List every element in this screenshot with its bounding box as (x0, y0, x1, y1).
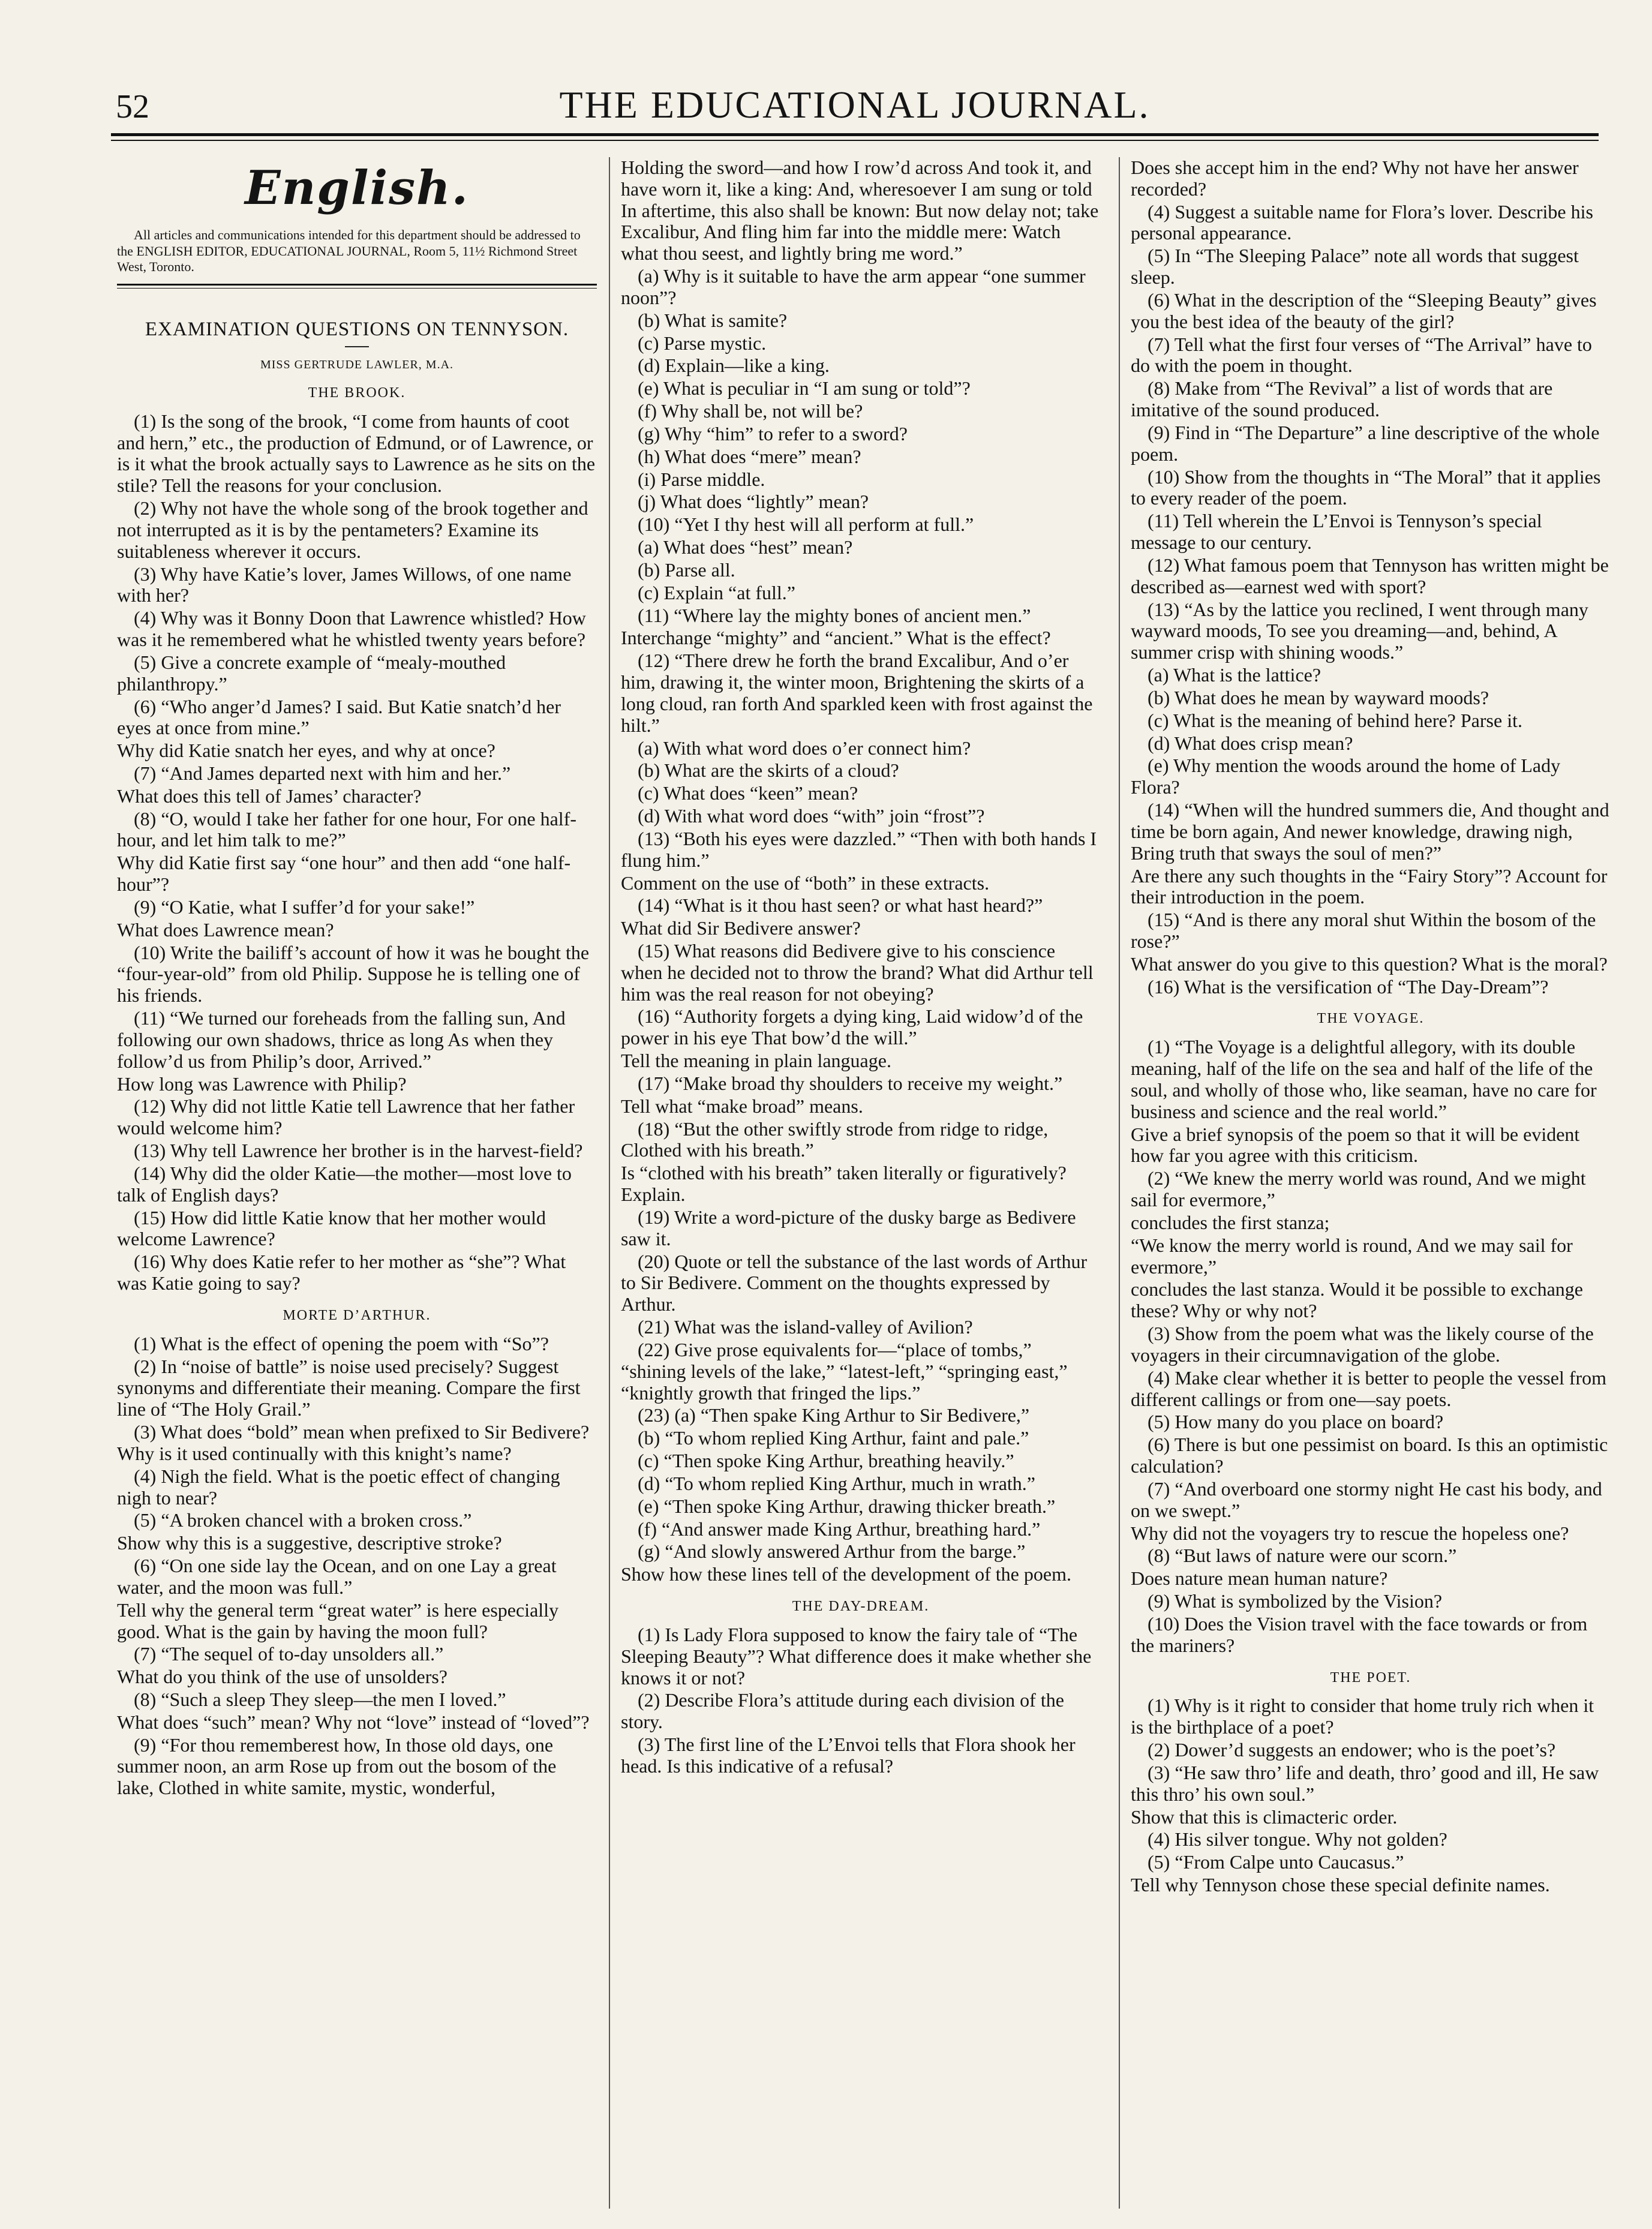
question-paragraph: (3) The first line of the L’Envoi tells that Flora shook her head. Is this indicative of a refusal? (621, 1734, 1076, 1777)
question-paragraph: (6) There is but one pessimist on board. Is this an optimistic calculation? (1131, 1434, 1608, 1477)
author-byline: MISS GERTRUDE LAWLER, M.A. (260, 358, 454, 372)
page-number: 52 (116, 88, 149, 125)
brook-questions (117, 411, 597, 1294)
question-paragraph: (14) “What is it thou hast seen? or what hast heard?” (638, 894, 1043, 917)
question-paragraph: (4) Nigh the field. What is the poetic effect of changing nigh to near? (117, 1465, 560, 1509)
journal-title: THE EDUCATIONAL JOURNAL. (559, 83, 1151, 126)
question-paragraph: Does nature mean human nature? (1131, 1567, 1388, 1590)
question-paragraph: (15) “And is there any moral shut Within the bosom of the rose?” (1131, 909, 1596, 952)
question-paragraph: (9) Find in “The Departure” a line descriptive of the whole poem. (1131, 421, 1600, 465)
question-paragraph: (1) Is the song of the brook, “I come from haunts of coot and hern,” etc., the production of Edmund, or of Lawrence, or is it what the brook actually says to Lawrence as he sits on the stile? Tell the reasons for your conclusion. (117, 410, 596, 497)
subheading-morte-d-arthur: MORTE D’ARTHUR. (283, 1307, 431, 1323)
question-paragraph: (5) Give a concrete example of “mealy-mouthed philanthropy.” (117, 651, 506, 695)
question-paragraph: (13) Why tell Lawrence her brother is in the harvest-field? (134, 1140, 583, 1162)
question-paragraph: (17) “Make broad thy shoulders to receive my weight.” (638, 1072, 1063, 1094)
question-paragraph: (10) Show from the thoughts in “The Moral” that it applies to every reader of the poem. (1131, 465, 1601, 509)
article-heading: EXAMINATION QUESTIONS ON TENNYSON. (145, 318, 569, 340)
question-paragraph: Give a brief synopsis of the poem so that it will be evident how far you agree with this criticism. (1131, 1123, 1580, 1167)
question-paragraph: (5) In “The Sleeping Palace” note all words that suggest sleep. (1131, 245, 1579, 289)
question-paragraph: (2) Dower’d suggests an endower; who is the poet’s? (1148, 1739, 1556, 1761)
question-paragraph: (13) “As by the lattice you reclined, I went through many wayward moods, To see you dreaming—and, behind, A summer crisp with shining woods.” (1131, 598, 1588, 663)
question-paragraph: (4) Make clear whether it is better to people the vessel from different callings or from one—say poets. (1131, 1366, 1607, 1410)
question-paragraph: (b) What is samite? (638, 309, 788, 331)
question-paragraph: Why did Katie snatch her eyes, and why at once? (117, 740, 495, 762)
question-paragraph: (c) Parse mystic. (638, 332, 767, 354)
question-paragraph: Tell why the general term “great water” is here especially good. What is the gain by having the moon full? (117, 1599, 559, 1642)
question-paragraph: (c) “Then spoke King Arthur, breathing heavily.” (638, 1450, 1014, 1472)
question-paragraph: (1) “The Voyage is a delightful allegory, with its double meaning, half of the life on the sea and half of the life of the soul, and wholly of those who, like seaman, have no care for business and science and the real world.” (1131, 1036, 1597, 1122)
question-paragraph: (a) With what word does o’er connect him? (638, 737, 971, 759)
question-paragraph: (3) “He saw thro’ life and death, thro’ good and ill, He saw this thro’ his own soul.” (1131, 1761, 1599, 1805)
subheading-the-day-dream: THE DAY-DREAM. (792, 1599, 930, 1614)
question-paragraph: (4) His silver tongue. Why not golden? (1148, 1828, 1447, 1851)
header-rule-thin (111, 140, 1599, 141)
question-paragraph: (e) What is peculiar in “I am sung or told”? (638, 377, 971, 399)
question-paragraph: (4) Suggest a suitable name for Flora’s lover. Describe his personal appearance. (1131, 200, 1593, 244)
question-paragraph: Is “clothed with his breath” taken literally or figuratively? Explain. (621, 1162, 1067, 1206)
subheading-the-poet: THE POET. (1330, 1669, 1411, 1686)
question-paragraph: (13) “Both his eyes were dazzled.” “Then with both hands I flung him.” (621, 827, 1097, 871)
question-paragraph: What does Lawrence mean? (117, 918, 334, 941)
question-paragraph: (10) Does the Vision travel with the face towards or from the mariners? (1131, 1612, 1588, 1656)
question-paragraph: (b) “To whom replied King Arthur, faint and pale.” (638, 1427, 1029, 1449)
question-paragraph: (9) “O Katie, what I suffer’d for your sake!” (134, 896, 475, 918)
question-paragraph: (11) Tell wherein the L’Envoi is Tennyson’s special message to our century. (1131, 510, 1542, 554)
question-paragraph: (g) Why “him” to refer to a sword? (638, 422, 908, 444)
question-paragraph: (10) “Yet I thy hest will all perform at full.” (638, 513, 974, 536)
question-paragraph: (1) Is Lady Flora supposed to know the fairy tale of “The Sleeping Beauty”? What difference does it make whether she knows it or not? (621, 1623, 1092, 1689)
question-paragraph: (14) Why did the older Katie—the mother—most love to talk of English days? (117, 1162, 572, 1206)
question-paragraph: (i) Parse middle. (638, 468, 765, 490)
question-paragraph: (7) “And overboard one stormy night He cast his body, and on we swept.” (1131, 1477, 1602, 1521)
question-paragraph: (2) In “noise of battle” is noise used precisely? Suggest synonyms and differentiate their meaning. Compare the first line of “The Holy Grail.” (117, 1355, 581, 1420)
question-paragraph: (4) Why was it Bonny Doon that Lawrence whistled? How was it he remembered what he whistled twenty years before? (117, 607, 586, 651)
question-paragraph: Tell what “make broad” means. (621, 1095, 863, 1117)
question-paragraph: (d) With what word does “with” join “frost”? (638, 805, 985, 827)
question-paragraph: (a) Why is it suitable to have the arm appear “one summer noon”? (621, 265, 1086, 308)
question-paragraph: (15) What reasons did Bedivere give to his conscience when he decided not to throw the brand? What did Arthur tell him was the real reason for not obeying? (621, 939, 1094, 1005)
question-paragraph: (22) Give prose equivalents for—“place of tombs,” “shining levels of the lake,” “latest-left,” “springing east,” “knightly growth that fringed the lips.” (621, 1338, 1068, 1404)
question-paragraph: (5) “A broken chancel with a broken cross.” (134, 1509, 472, 1531)
question-paragraph: (9) What is symbolized by the Vision? (1148, 1590, 1443, 1612)
question-paragraph: (b) What does he mean by wayward moods? (1148, 686, 1489, 708)
question-paragraph: (5) How many do you place on board? (1148, 1411, 1444, 1433)
question-paragraph: Holding the sword—and how I row’d across And took it, and have worn it, like a king: And, wheresoever I am sung or told In aftertime, this also shall be known: But now delay not; take Excalibur, And fling him far into the middle mere: Watch what thou seest, and lightly bring me word.” (621, 157, 1099, 265)
question-paragraph: (f) “And answer made King Arthur, breathing hard.” (638, 1518, 1041, 1540)
question-paragraph: (b) What are the skirts of a cloud? (638, 759, 899, 782)
question-paragraph: (c) What does “keen” mean? (638, 782, 858, 804)
question-paragraph: (18) “But the other swiftly strode from ridge to ridge, Clothed with his breath.” (621, 1117, 1049, 1161)
voyage-questions (1131, 1037, 1611, 1656)
question-paragraph: (3) What does “bold” mean when prefixed to Sir Bedivere? Why is it used continually with this knight’s name? (117, 1421, 590, 1464)
daydream-questions (621, 1624, 1101, 1777)
question-paragraph: (1) Why is it right to consider that home truly rich when it is the birthplace of a poet? (1131, 1695, 1594, 1738)
daydream-questions-continued (1131, 157, 1611, 998)
question-paragraph: concludes the last stanza. Would it be possible to exchange these? Why or why not? (1131, 1278, 1583, 1322)
question-paragraph: (23) (a) “Then spake King Arthur to Sir Bedivere,” (638, 1404, 1030, 1426)
question-paragraph: (c) Explain “at full.” (638, 581, 795, 603)
question-paragraph: (e) Why mention the woods around the home of Lady Flora? (1131, 755, 1561, 798)
question-paragraph: (a) What does “hest” mean? (638, 536, 853, 558)
question-paragraph: Comment on the use of “both” in these extracts. (621, 872, 990, 894)
question-paragraph: Are there any such thoughts in the “Fairy Story”? Account for their introduction in the poem. (1131, 864, 1608, 908)
heading-dash (345, 346, 369, 347)
question-paragraph: Show why this is a suggestive, descriptive stroke? (117, 1532, 502, 1554)
question-paragraph: (6) What in the description of the “Sleeping Beauty” gives you the best idea of the beauty of the girl? (1131, 289, 1597, 332)
question-paragraph: (d) Explain—like a king. (638, 355, 830, 377)
question-paragraph: concludes the first stanza; (1131, 1211, 1330, 1233)
question-paragraph: (19) Write a word-picture of the dusky barge as Bedivere saw it. (621, 1206, 1076, 1249)
question-paragraph: (15) How did little Katie know that her mother would welcome Lawrence? (117, 1206, 546, 1250)
question-paragraph: (d) “To whom replied King Arthur, much in wrath.” (638, 1472, 1035, 1494)
question-paragraph: (1) What is the effect of opening the poem with “So”? (134, 1332, 549, 1354)
question-paragraph: Why did not the voyagers try to rescue the hopeless one? (1131, 1522, 1569, 1544)
question-paragraph: (12) What famous poem that Tennyson has written might be described as—earnest wed with sport? (1131, 554, 1609, 597)
poet-questions (1131, 1695, 1611, 1895)
column-divider (609, 157, 610, 2209)
question-paragraph: (20) Quote or tell the substance of the last words of Arthur to Sir Bedivere. Comment on the thoughts expressed by Arthur. (621, 1250, 1088, 1315)
column-3 (1131, 157, 1611, 2209)
question-paragraph: (5) “From Calpe unto Caucasus.” (1148, 1851, 1404, 1873)
subheading-the-voyage: THE VOYAGE. (1317, 1011, 1425, 1027)
question-paragraph: (7) “The sequel of to-day unsolders all.” (134, 1643, 444, 1665)
column-divider (1119, 157, 1120, 2209)
notice-rule (117, 284, 597, 289)
question-paragraph: (c) What is the meaning of behind here? Parse it. (1148, 709, 1522, 731)
question-paragraph: (16) “Authority forgets a dying king, Laid widow’d of the power in his eye That bow’d the will.” (621, 1005, 1083, 1049)
question-paragraph: Why did Katie first say “one hour” and then add “one half-hour”? (117, 852, 571, 896)
question-paragraph: (d) What does crisp mean? (1148, 732, 1353, 754)
question-paragraph: (6) “Who anger’d James? I said. But Katie snatch’d her eyes at once from mine.” (117, 695, 561, 739)
question-paragraph: (7) “And James departed next with him and her.” (134, 762, 511, 784)
question-paragraph: (3) Why have Katie’s lover, James Willows, of one name with her? (117, 563, 572, 606)
question-paragraph: (8) “But laws of nature were our scorn.” (1148, 1545, 1457, 1567)
question-paragraph: (16) Why does Katie refer to her mother as “she”? What was Katie going to say? (117, 1251, 566, 1294)
question-paragraph: (11) “Where lay the mighty bones of ancient men.” (638, 604, 1031, 626)
question-paragraph: (9) “For thou rememberest how, In those old days, one summer noon, an arm Rose up from out the bosom of the lake, Clothed in white samite, mystic, wonderful, (117, 1734, 557, 1799)
question-paragraph: Tell the meaning in plain language. (621, 1050, 891, 1072)
question-paragraph: What answer do you give to this question? What is the moral? (1131, 953, 1608, 975)
question-paragraph: Show how these lines tell of the development of the poem. (621, 1563, 1071, 1585)
question-paragraph: What did Sir Bedivere answer? (621, 917, 861, 939)
question-paragraph: (2) Why not have the whole song of the brook together and not interrupted as it is by the pentameters? Examine its suitableness wherever it occurs. (117, 497, 588, 562)
question-paragraph: (2) “We knew the merry world was round, And we might sail for evermore,” (1131, 1167, 1586, 1211)
question-paragraph: What do you think of the use of unsolders? (117, 1666, 447, 1688)
question-paragraph: What does this tell of James’ character? (117, 785, 422, 807)
question-paragraph: (8) “O, would I take her father for one hour, For one half-hour, and let him talk to me?” (117, 807, 576, 851)
question-paragraph: (12) Why did not little Katie tell Lawrence that her father would welcome him? (117, 1095, 575, 1139)
question-paragraph: What does “such” mean? Why not “love” instead of “loved”? (117, 1711, 590, 1733)
page-header (111, 77, 1599, 132)
question-paragraph: (a) What is the lattice? (1148, 664, 1321, 686)
question-paragraph: (10) Write the bailiff’s account of how it was he bought the “four-year-old” from old Philip. Suppose he is telling one of his friends. (117, 941, 590, 1007)
question-paragraph: (8) “Such a sleep They sleep—the men I loved.” (134, 1689, 506, 1710)
column-1 (117, 157, 597, 2209)
question-paragraph: (7) Tell what the first four verses of “The Arrival” have to do with the poem in thought. (1131, 333, 1592, 377)
question-paragraph: (2) Describe Flora’s attitude during each division of the story. (621, 1689, 1064, 1733)
editor-notice: All articles and communications intended for this department should be addressed to the ENGLISH EDITOR, EDUCATIONAL JOURNAL, Room 5, 11½ Richmond Street West, Toronto. (117, 227, 581, 275)
subheading-the-brook: THE BROOK. (308, 384, 406, 401)
column-2 (621, 157, 1101, 2209)
question-paragraph: (g) “And slowly answered Arthur from the barge.” (638, 1540, 1026, 1563)
question-paragraph: (3) Show from the poem what was the likely course of the voyagers in their circumnavigation of the globe. (1131, 1323, 1594, 1366)
question-paragraph: Show that this is climacteric order. (1131, 1806, 1398, 1828)
question-paragraph: (6) “On one side lay the Ocean, and on one Lay a great water, and the moon was full.” (117, 1555, 557, 1598)
question-paragraph: (16) What is the versification of “The Day-Dream”? (1148, 975, 1549, 998)
question-paragraph: (12) “There drew he forth the brand Excalibur, And o’er him, drawing it, the winter moon, Brightening the skirts of a long cloud, ran forth And sparkled keen with frost against the hilt.” (621, 650, 1093, 736)
question-paragraph: Tell why Tennyson chose these special definite names. (1131, 1874, 1550, 1896)
morte-questions (117, 1333, 597, 1799)
question-paragraph: (h) What does “mere” mean? (638, 445, 861, 467)
question-paragraph: “We know the merry world is round, And we may sail for evermore,” (1131, 1234, 1573, 1278)
question-paragraph: (14) “When will the hundred summers die, And thought and time be born again, And newer knowledge, drawing nigh, Bring truth that sways the soul of men?” (1131, 799, 1609, 864)
question-paragraph: (j) What does “lightly” mean? (638, 491, 869, 513)
section-title: English. (245, 161, 469, 215)
question-paragraph: Does she accept him in the end? Why not have her answer recorded? (1131, 157, 1579, 200)
question-paragraph: (21) What was the island-valley of Avilion? (638, 1316, 973, 1338)
question-paragraph: Interchange “mighty” and “ancient.” What is the effect? (621, 627, 1051, 649)
question-paragraph: How long was Lawrence with Philip? (117, 1073, 407, 1095)
morte-questions-continued (621, 157, 1101, 1585)
header-rule-thick (111, 133, 1599, 136)
question-paragraph: (11) “We turned our foreheads from the falling sun, And following our own shadows, thrice as long As when they follow’d us from Philip’s door, Arrived.” (117, 1007, 566, 1072)
question-paragraph: (e) “Then spoke King Arthur, drawing thicker breath.” (638, 1495, 1056, 1517)
question-paragraph: (8) Make from “The Revival” a list of words that are imitative of the sound produced. (1131, 377, 1553, 421)
question-paragraph: (b) Parse all. (638, 558, 735, 581)
question-paragraph: (f) Why shall be, not will be? (638, 400, 863, 422)
